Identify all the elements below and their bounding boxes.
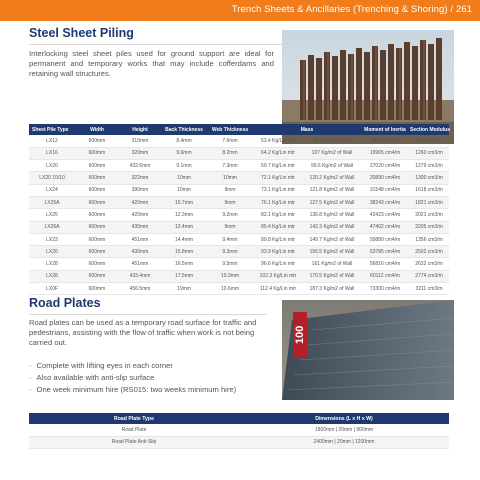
table-cell: 600mm	[75, 270, 119, 282]
sheet-pile-type-cell: LX12	[29, 135, 75, 147]
col-sheet-pile-type: Sheet Pile Type	[29, 124, 75, 135]
table-cell: 842 cm3/m	[409, 135, 449, 147]
table-cell: 19mm	[161, 283, 207, 295]
sheet-pile-type-cell: LX20 10/10	[29, 172, 75, 184]
table-cell: 16.5mm	[161, 258, 207, 270]
col-dimensions: Dimensions (L x H x W)	[239, 413, 449, 424]
table-cell: 8.4mm	[161, 135, 207, 147]
table-cell: 600mm	[75, 246, 119, 258]
table-cell: 1356 cm3/m	[409, 233, 449, 245]
table-cell: 13046 cm4/m	[361, 135, 409, 147]
table-cell: 136.8 Kg/m2 of Wall	[303, 209, 361, 221]
table-cell: 13.4mm	[161, 221, 207, 233]
title-divider	[29, 314, 267, 315]
table-cell: Road Plate Anti-Slip	[29, 436, 239, 448]
table-cell: 430mm	[119, 221, 161, 233]
table-cell: 600mm	[75, 209, 119, 221]
sheet-pile-type-cell: LX20	[29, 160, 75, 172]
table-cell: 1300 cm3/m	[409, 172, 449, 184]
table-cell: 15.8mm	[161, 246, 207, 258]
table-cell: 600mm	[75, 160, 119, 172]
table-cell: 430mm	[119, 246, 161, 258]
page-header-title: Trench Sheets & Ancillaries (Trenching & Shoring) / 261	[231, 4, 472, 15]
table-cell: 433.4mm	[119, 270, 161, 282]
table-cell: 7.3mm	[207, 160, 253, 172]
table-cell: 600mm	[75, 184, 119, 196]
table-cell: 600mm	[75, 135, 119, 147]
table-cell: 1260 cm3/m	[409, 147, 449, 159]
col-section-modulus: Section Modulus	[409, 124, 449, 135]
table-cell: 2400mm | 20mm | 1200mm	[239, 436, 449, 448]
table-cell: 3211 cm3/m	[409, 283, 449, 295]
sheet-pile-type-cell: LX28	[29, 258, 75, 270]
table-cell: 10.6mm	[207, 283, 253, 295]
sheet-pile-type-cell: LX26A	[29, 221, 75, 233]
table-cell: 10.3mm	[207, 270, 253, 282]
table-row	[29, 147, 449, 159]
table-cell: 12.3mm	[161, 209, 207, 221]
table-cell: 9.5mm	[207, 258, 253, 270]
table-cell: 102.3 Kg/Lin mtr	[253, 270, 303, 282]
table-row	[29, 233, 449, 245]
table-row	[29, 135, 449, 147]
road-plate-photo	[282, 300, 454, 400]
col-height: Height	[119, 124, 161, 135]
table-cell: 82.1 Kg/Lin mtr	[253, 209, 303, 221]
table-cell: 142.3 Kg/m2 of Wall	[303, 221, 361, 233]
table-cell: 99.6 Kg/m2 of Wall	[303, 160, 361, 172]
table-cell: 420mm	[119, 196, 161, 208]
table-cell: 1279 cm3/m	[409, 160, 449, 172]
col-web-thickness: Web Thickness	[207, 124, 253, 135]
col-mass: Mass	[253, 124, 361, 135]
table-cell: 9.2mm	[207, 209, 253, 221]
sheet-pile-type-cell: LX25	[29, 209, 75, 221]
table-cell: 112.4 Kg/Lin mtr	[253, 283, 303, 295]
table-cell: 121.8 Kg/m2 of Wall	[303, 184, 361, 196]
table-cell: 96.6 Kg/Lin mtr	[253, 258, 303, 270]
table-cell: 73.1 Kg/Lin mtr	[253, 184, 303, 196]
table-row	[29, 172, 449, 184]
col-road-plate-type: Road Plate Type	[29, 413, 239, 424]
table-cell: 59.7 Kg/Lin mtr	[253, 160, 303, 172]
sheet-pile-type-cell: LX0F	[29, 283, 75, 295]
table-cell: 156.5 Kg/m2 of Wall	[303, 246, 361, 258]
table-cell: 120.2 Kg/m2 of Wall	[303, 172, 361, 184]
plate-marking-text: 100	[294, 325, 306, 345]
table-cell: 2502 cm3/m	[409, 246, 449, 258]
table-cell: 10.7mm	[161, 196, 207, 208]
table-cell: 107 Kg/m2 of Wall	[303, 147, 361, 159]
list-item: · Complete with lifting eyes in each corner	[29, 360, 269, 372]
table-cell: 187.3 Kg/m2 of Wall	[303, 283, 361, 295]
table-cell: 9mm	[207, 196, 253, 208]
sheet-pile-type-cell: LX24	[29, 184, 75, 196]
table-cell: 170.5 Kg/m2 of Wall	[303, 270, 361, 282]
table-cell: 1821 cm3/m	[409, 196, 449, 208]
table-row	[29, 283, 449, 295]
sheet-pile-type-cell: LX28	[29, 270, 75, 282]
table-cell: 9.1mm	[161, 160, 207, 172]
table-cell: 85.4 Kg/Lin mtr	[253, 221, 303, 233]
table-cell: 47402 cm4/m	[361, 221, 409, 233]
road-plates-title: Road Plates	[29, 296, 101, 310]
sheet-pile-type-cell: LX16	[29, 147, 75, 159]
table-cell: 2205 cm3/m	[409, 221, 449, 233]
table-row	[29, 270, 449, 282]
road-plates-features	[29, 360, 269, 396]
table-cell: 322mm	[119, 172, 161, 184]
table-cell: 161 Kg/m2 of Wall	[303, 258, 361, 270]
table-cell: 8.2mm	[207, 147, 253, 159]
piling-intro-text: Interlocking steel sheet piles used for ground support are ideal for permanent and temporary works that may include cofferdams and retaining wall structures.	[29, 49, 274, 78]
table-cell: 10mm	[161, 172, 207, 184]
table-cell: 456.5mm	[119, 283, 161, 295]
list-item: · One week minimum hire (RS015: two weeks minimum hire)	[29, 384, 269, 396]
table-row	[29, 258, 449, 270]
table-cell: 64.2 Kg/Lin mtr	[253, 147, 303, 159]
sheet-piling-table	[29, 124, 449, 295]
table-cell: 2774 cm3/m	[409, 270, 449, 282]
table-row	[29, 221, 449, 233]
table-cell: 2632 cm3/m	[409, 258, 449, 270]
table-cell: 600mm	[75, 221, 119, 233]
table-cell: 9.4mm	[207, 233, 253, 245]
table-cell: 149.7 Kg/m2 of Wall	[303, 233, 361, 245]
table-row	[29, 209, 449, 221]
table-cell: 89.8 Kg/Lin mtr	[253, 233, 303, 245]
table-cell: 420mm	[119, 209, 161, 221]
table-cell: 73300 cm4/m	[361, 283, 409, 295]
table-cell: 76.1 Kg/Lin mtr	[253, 196, 303, 208]
table-cell: 93.9 Kg/Lin mtr	[253, 246, 303, 258]
table-cell: 1618 cm3/m	[409, 184, 449, 196]
table-cell: 14.4mm	[161, 233, 207, 245]
table-cell: 7.6mm	[207, 135, 253, 147]
sheet-pile-type-cell: LX23	[29, 233, 75, 245]
table-cell: 42423 cm4/m	[361, 209, 409, 221]
table-row	[29, 246, 449, 258]
table-cell: 10mm	[161, 184, 207, 196]
table-cell: 600mm	[75, 283, 119, 295]
table-cell: 31548 cm4/m	[361, 184, 409, 196]
table-cell: 9mm	[207, 184, 253, 196]
table-cell: 390mm	[119, 184, 161, 196]
list-item: · Also available with anti-slip surface	[29, 372, 269, 384]
table-cell: 600mm	[75, 233, 119, 245]
road-plates-table	[29, 413, 449, 449]
table-header-row	[29, 124, 449, 135]
col-back-thickness: Back Thickness	[161, 124, 207, 135]
table-header-row	[29, 413, 449, 424]
table-cell: 17.5mm	[161, 270, 207, 282]
table-cell: 2021 cm3/m	[409, 209, 449, 221]
table-row	[29, 196, 449, 208]
sheet-pile-type-cell: LX25A	[29, 196, 75, 208]
table-cell: 27020 cm4/m	[361, 160, 409, 172]
table-cell: 20890 cm4/m	[361, 172, 409, 184]
sheet-pile-type-cell: LX26	[29, 246, 75, 258]
table-cell: 60112 cm4/m	[361, 270, 409, 282]
table-cell: 320mm	[119, 147, 161, 159]
table-cell: 53.4 Kg/Lin mtr	[253, 135, 303, 147]
table-row	[29, 184, 449, 196]
table-cell: 9.3mm	[207, 246, 253, 258]
table-cell: 19965 cm4/m	[361, 147, 409, 159]
col-width: Width	[75, 124, 119, 135]
table-cell: 600mm	[75, 258, 119, 270]
table-cell: 451mm	[119, 233, 161, 245]
table-cell: 600mm	[75, 172, 119, 184]
table-cell: 600mm	[75, 147, 119, 159]
table-cell: 1800mm | 20mm | 900mm	[239, 424, 449, 436]
table-cell: 451mm	[119, 258, 161, 270]
table-cell: 600mm	[75, 196, 119, 208]
table-cell: 50880 cm4/m	[361, 233, 409, 245]
table-cell: 53785 cm4/m	[361, 246, 409, 258]
table-cell: 38243 cm4/m	[361, 196, 409, 208]
table-cell: Road Plate	[29, 424, 239, 436]
table-row	[29, 436, 449, 448]
table-row	[29, 160, 449, 172]
road-plates-intro-text: Road plates can be used as a temporary road surface for traffic and pedestrians, assisting with the flow of traffic when work is not being carried out.	[29, 318, 257, 348]
table-cell: 310mm	[119, 135, 161, 147]
table-cell: 10mm	[207, 172, 253, 184]
table-cell: 432.6mm	[119, 160, 161, 172]
steel-sheet-piling-title: Steel Sheet Piling	[29, 26, 134, 40]
col-moment-of-inertia: Moment of Inertia	[361, 124, 409, 135]
table-cell: 56816 cm4/m	[361, 258, 409, 270]
table-row	[29, 424, 449, 436]
table-cell: 127.5 Kg/m2 of Wall	[303, 196, 361, 208]
table-cell: 72.1 Kg/Lin mtr	[253, 172, 303, 184]
table-cell: 9mm	[207, 221, 253, 233]
table-cell: 89 Kg/m2 of Wall	[303, 135, 361, 147]
table-cell: 9.6mm	[161, 147, 207, 159]
